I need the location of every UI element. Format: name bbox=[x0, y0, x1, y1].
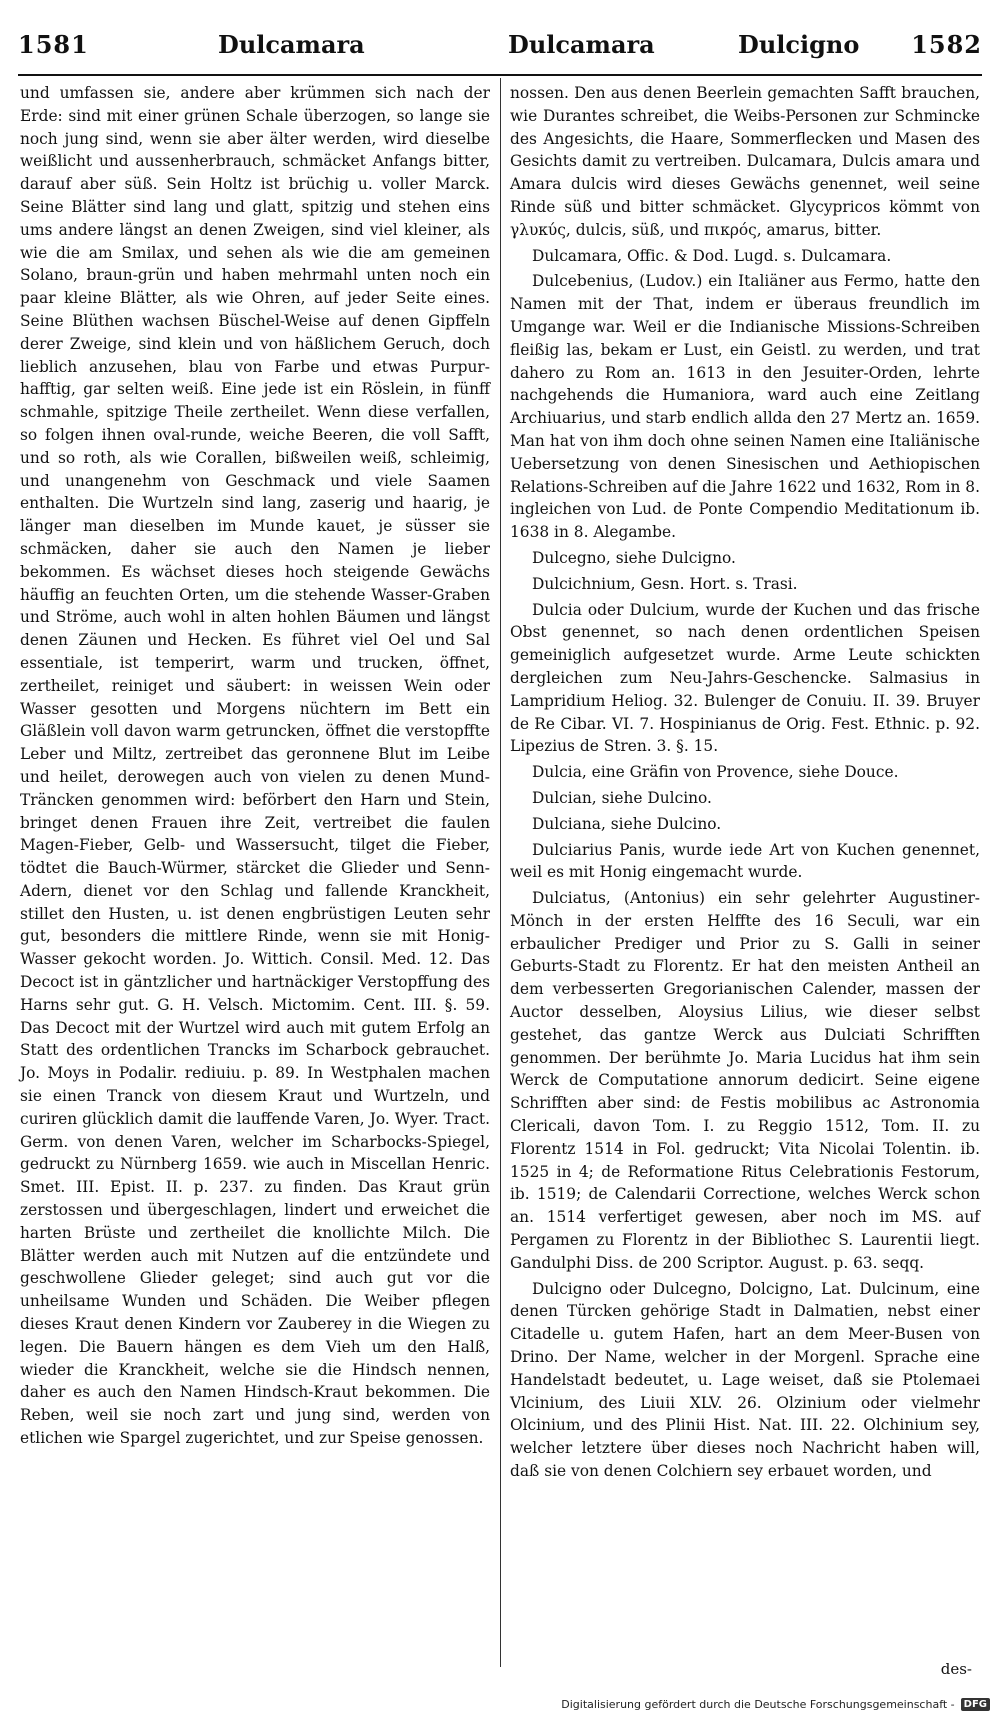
entry-dulcamara: Dulcamara, Offic. & Dod. Lugd. s. Dulcamara. bbox=[532, 246, 892, 265]
left-page-number: 1581 bbox=[18, 30, 89, 59]
entry-dulciarius-panis: Dulciarius Panis, wurde iede Art von Kuchen genennet, weil es mit Honig eingemacht wurde. bbox=[510, 840, 980, 882]
right-running-head-2: Dulcigno bbox=[738, 30, 860, 59]
entry-dulcian: Dulcian, siehe Dulcino. bbox=[532, 788, 712, 807]
entry-dulcegno: Dulcegno, siehe Dulcigno. bbox=[532, 548, 736, 567]
entry-dulciana: Dulciana, siehe Dulcino. bbox=[532, 814, 722, 833]
left-column bbox=[20, 82, 490, 1453]
entry-dulciatus: Dulciatus, (Antonius) ein sehr gelehrter Augustiner-Mönch in der ersten Helffte des 16 Seculi, war ein erbaulicher Prediger und Prior zu S. Galli in seiner Geburts-Stadt zu Florentz. Er hat den meisten Antheil an dem verbesserten Gregorianischen Calender, massen der Auctor desselben, Aloysius Lilius, wie dieser selbst gestehet, das gantze Werck aus Dulciati Schrifften genommen. Der berühmte Jo. Maria Lucidus hat ihm sein Werck de Computatione annorum dedicirt. Seine eigene Schrifften aber sind: de Festis mobilibus ac Astronomia Clericali, davon Tom. I. zu Reggio 1512, Tom. II. zu Florentz 1514 in Fol. gedruckt; Vita Nicolai Tolentin. ib. 1525 in 4; de Reformatione Ritus Celebrationis Festorum, ib. 1519; de Calendarii Correctione, welches Werck schon an. 1514 verfertiget gewesen, aber noch im MS. auf Pergamen zu Florentz in der Bibliothec S. Laurentii liegt. Gandulphi Diss. de 200 Scriptor. August. p. 63. seqq. bbox=[510, 889, 980, 1272]
entry-dulcichnium: Dulcichnium, Gesn. Hort. s. Trasi. bbox=[532, 574, 798, 593]
entry-dulcia-graefin: Dulcia, eine Gräfin von Provence, siehe Douce. bbox=[532, 763, 899, 782]
catchword: des- bbox=[940, 1660, 972, 1678]
left-column-paragraph: und umfassen sie, andere aber krümmen sich nach der Erde: sind mit einer grünen Schale überzogen, so lange sie noch jung sind, wenn sie aber älter werden, wird dieselbe weißlicht und aussenherbrauch, schmäcket Anfangs bitter, darauf aber süß. Sein Holtz ist brüchig u. voller Marck. Seine Blätter sind lang und glatt, spitzig und stehen eins ums andere längst an denen Zweigen, sind viel kleiner, als wie die am Smilax, und sehen als wie die am gemeinen Solano, braun-grün und haben mehrmahl unten noch ein paar kleine Blätter, als wie Ohren, auf jeder Seite eines. Seine Blüthen wachsen Büschel-Weise auf denen Gipffeln derer Zweige, sind klein und von häßlichem Geruch, doch lieblich anzusehen, blau von Farbe und etwas Purpur-hafftig, gar selten weiß. Eine jede ist ein Röslein, in fünff schmahle, spitzige Theile zertheilet. Wenn diese verfallen, so folgen ihnen oval-runde, weiche Beeren, die voll Safft, und so roth, als wie Corallen, bißweilen weiß, schleimig, und unangenehm von Geschmack und viele Saamen enthalten. Die Wurtzeln sind lang, zaserig und haarig, je länger man dieselben im Munde kauet, je süsser sie schmäcken, daher sie auch den Namen je lieber bekommen. Es wächset dieses hoch steigende Gewächs häuffig an feuchten Orten, um die stehende Wasser-Graben und Ströme, auch wohl in alten hohlen Bäumen und längst denen Zäunen und Hecken. Es führet viel Oel und Sal essentiale, ist temperirt, warm und trucken, öffnet, zertheilet, reiniget und säubert: in weissen Wein oder Wasser gesotten und Morgens nüchtern im Bett ein Gläßlein voll davon warm getruncken, öffnet die verstopffte Leber und Miltz, zertreibet das geronnene Blut im Leibe und heilet, derowegen auch von vielen zu denen Mund-Träncken genommen wird: beförbert den Harn und Stein, bringet denen Frauen ihre Zeit, vertreibet die faulen Magen-Fieber, Gelb- und Wassersucht, tilget die Fieber, tödtet die Bauch-Würmer, stärcket die Glieder und Senn-Adern, dienet vor den Schlag und fallende Kranckheit, stillet den Husten, u. ist denen engbrüstigen Leuten sehr gut, besonders die mittlere Rinde, wenn sie mit Honig-Wasser gekocht worden. Jo. Wittich. Consil. Med. 12. Das Decoct ist in gäntzlicher und hartnäckiger Verstopffung des Harns sehr gut. G. H. Velsch. Mictomim. Cent. III. §. 59. Das Decoct mit der Wurtzel wird auch mit gutem Erfolg an Statt des ordentlichen Trancks im Scharbock gebrauchet. Jo. Moys in Podalir. rediuiu. p. 89. In Westphalen machen sie einen Tranck von diesem Kraut und Wurtzeln, und curiren glücklich damit die lauffende Varen, Jo. Wyer. Tract. Germ. von denen Varen, welcher im Scharbocks-Spiegel, gedruckt zu Nürnberg 1659. wie auch in Miscellan Henric. Smet. III. Epist. II. p. 237. zu finden. Das Kraut grün zerstossen und übergeschlagen, lindert und erweichet die harten Brüste und zertheilet die knollichte Milch. Die Blätter werden auch mit Nutzen auf die entzündete und geschwollene Glieder geleget; sind auch gut vor die unheilsame Wunden und Schäden. Die Weiber pflegen dieses Kraut denen Kindern vor Zauberey in die Wiegen zu legen. Die Bauern hängen es dem Vieh um den Halß, wieder die Kranckheit, welche sie die Hindsch nennen, daher es auch den Namen Hindsch-Kraut bekommen. Die Reben, weil sie noch zart und jung sind, werden von etlichen wie Spargel zugerichtet, und zur Speise genossen. bbox=[20, 84, 490, 1448]
left-running-head: Dulcamara bbox=[218, 30, 365, 59]
entry-dulcebenius: Dulcebenius, (Ludov.) ein Italiäner aus Fermo, hatte den Namen mit der That, indem er überaus freundlich im Umgange war. Weil er die Indianische Missions-Schreiben fleißig las, bekam er Lust, ein Geistl. zu werden, und trat dahero zu Rom an. 1613 in den Jesuiter-Orden, lehrte nachgehends die Humaniora, ward auch eine Zeitlang Archiuarius, und starb endlich allda den 27 Mertz an. 1659. Man hat von ihm doch ohne seinen Namen eine Italiänische Uebersetzung von denen Sinesischen und Aethiopischen Relations-Schreiben auf die Jahre 1622 und 1632, Rom in 8. ingleichen von Lud. de Ponte Compendio Meditationum ib. 1638 in 8. Alegambe. bbox=[510, 272, 980, 542]
entry-dulcigno: Dulcigno oder Dulcegno, Dolcigno, Lat. Dulcinum, eine denen Türcken gehörige Stadt in Dalmatien, nebst einer Citadelle u. gutem Hafen, hart an dem Meer-Busen von Drino. Der Name, welcher in der Morgenl. Sprache eine Handelstadt bedeutet, u. Lage weiset, daß sie Ptolemaei Vlcinium, des Liuii XLV. 26. Olzinium oder vielmehr Olcinium, und des Plinii Hist. Nat. III. 22. Olchinium sey, welcher letztere über dieses noch Nachricht haben will, daß sie von denen Colchiern sey erbauet worden, und bbox=[510, 1279, 980, 1481]
dfg-logo: DFG bbox=[961, 1698, 990, 1711]
column-divider bbox=[500, 78, 501, 1667]
footer-credit: Digitalisierung gefördert durch die Deutsche Forschungsgemeinschaft - bbox=[561, 1698, 955, 1711]
right-page-number: 1582 bbox=[911, 30, 982, 59]
continuation-paragraph: nossen. Den aus denen Beerlein gemachten Safft brauchen, wie Durantes schreibet, die Weibs-Personen zur Schmincke des Angesichts, die Haare, Sommerflecken und Masen des Gesichts damit zu vertreiben. Dulcamara, Dulcis amara und Amara dulcis wird dieses Gewächs genennet, weil seine Rinde süß und bitter schmäcket. Glycypricos kömmt von γλυκύς, dulcis, süß, und πικρός, amarus, bitter. bbox=[510, 84, 980, 239]
right-column bbox=[510, 82, 980, 1486]
running-header bbox=[18, 30, 982, 74]
entry-dulcia: Dulcia oder Dulcium, wurde der Kuchen und das frische Obst genennet, so nach denen ordentlichen Speisen gemeiniglich aufgesetzet wurde. Arme Leute schickten dergleichen zum Neu-Jahrs-Geschencke. Salmasius in Lampridium Heliog. 32. Bulenger de Conuiu. II. 39. Bruyer de Re Cibar. VI. 7. Hospinianus de Orig. Fest. Ethnic. p. 92. Lipezius de Stren. 3. §. 15. bbox=[510, 600, 980, 756]
right-running-head-1: Dulcamara bbox=[508, 30, 655, 59]
digitization-footer bbox=[561, 1698, 990, 1711]
header-rule bbox=[18, 74, 982, 76]
